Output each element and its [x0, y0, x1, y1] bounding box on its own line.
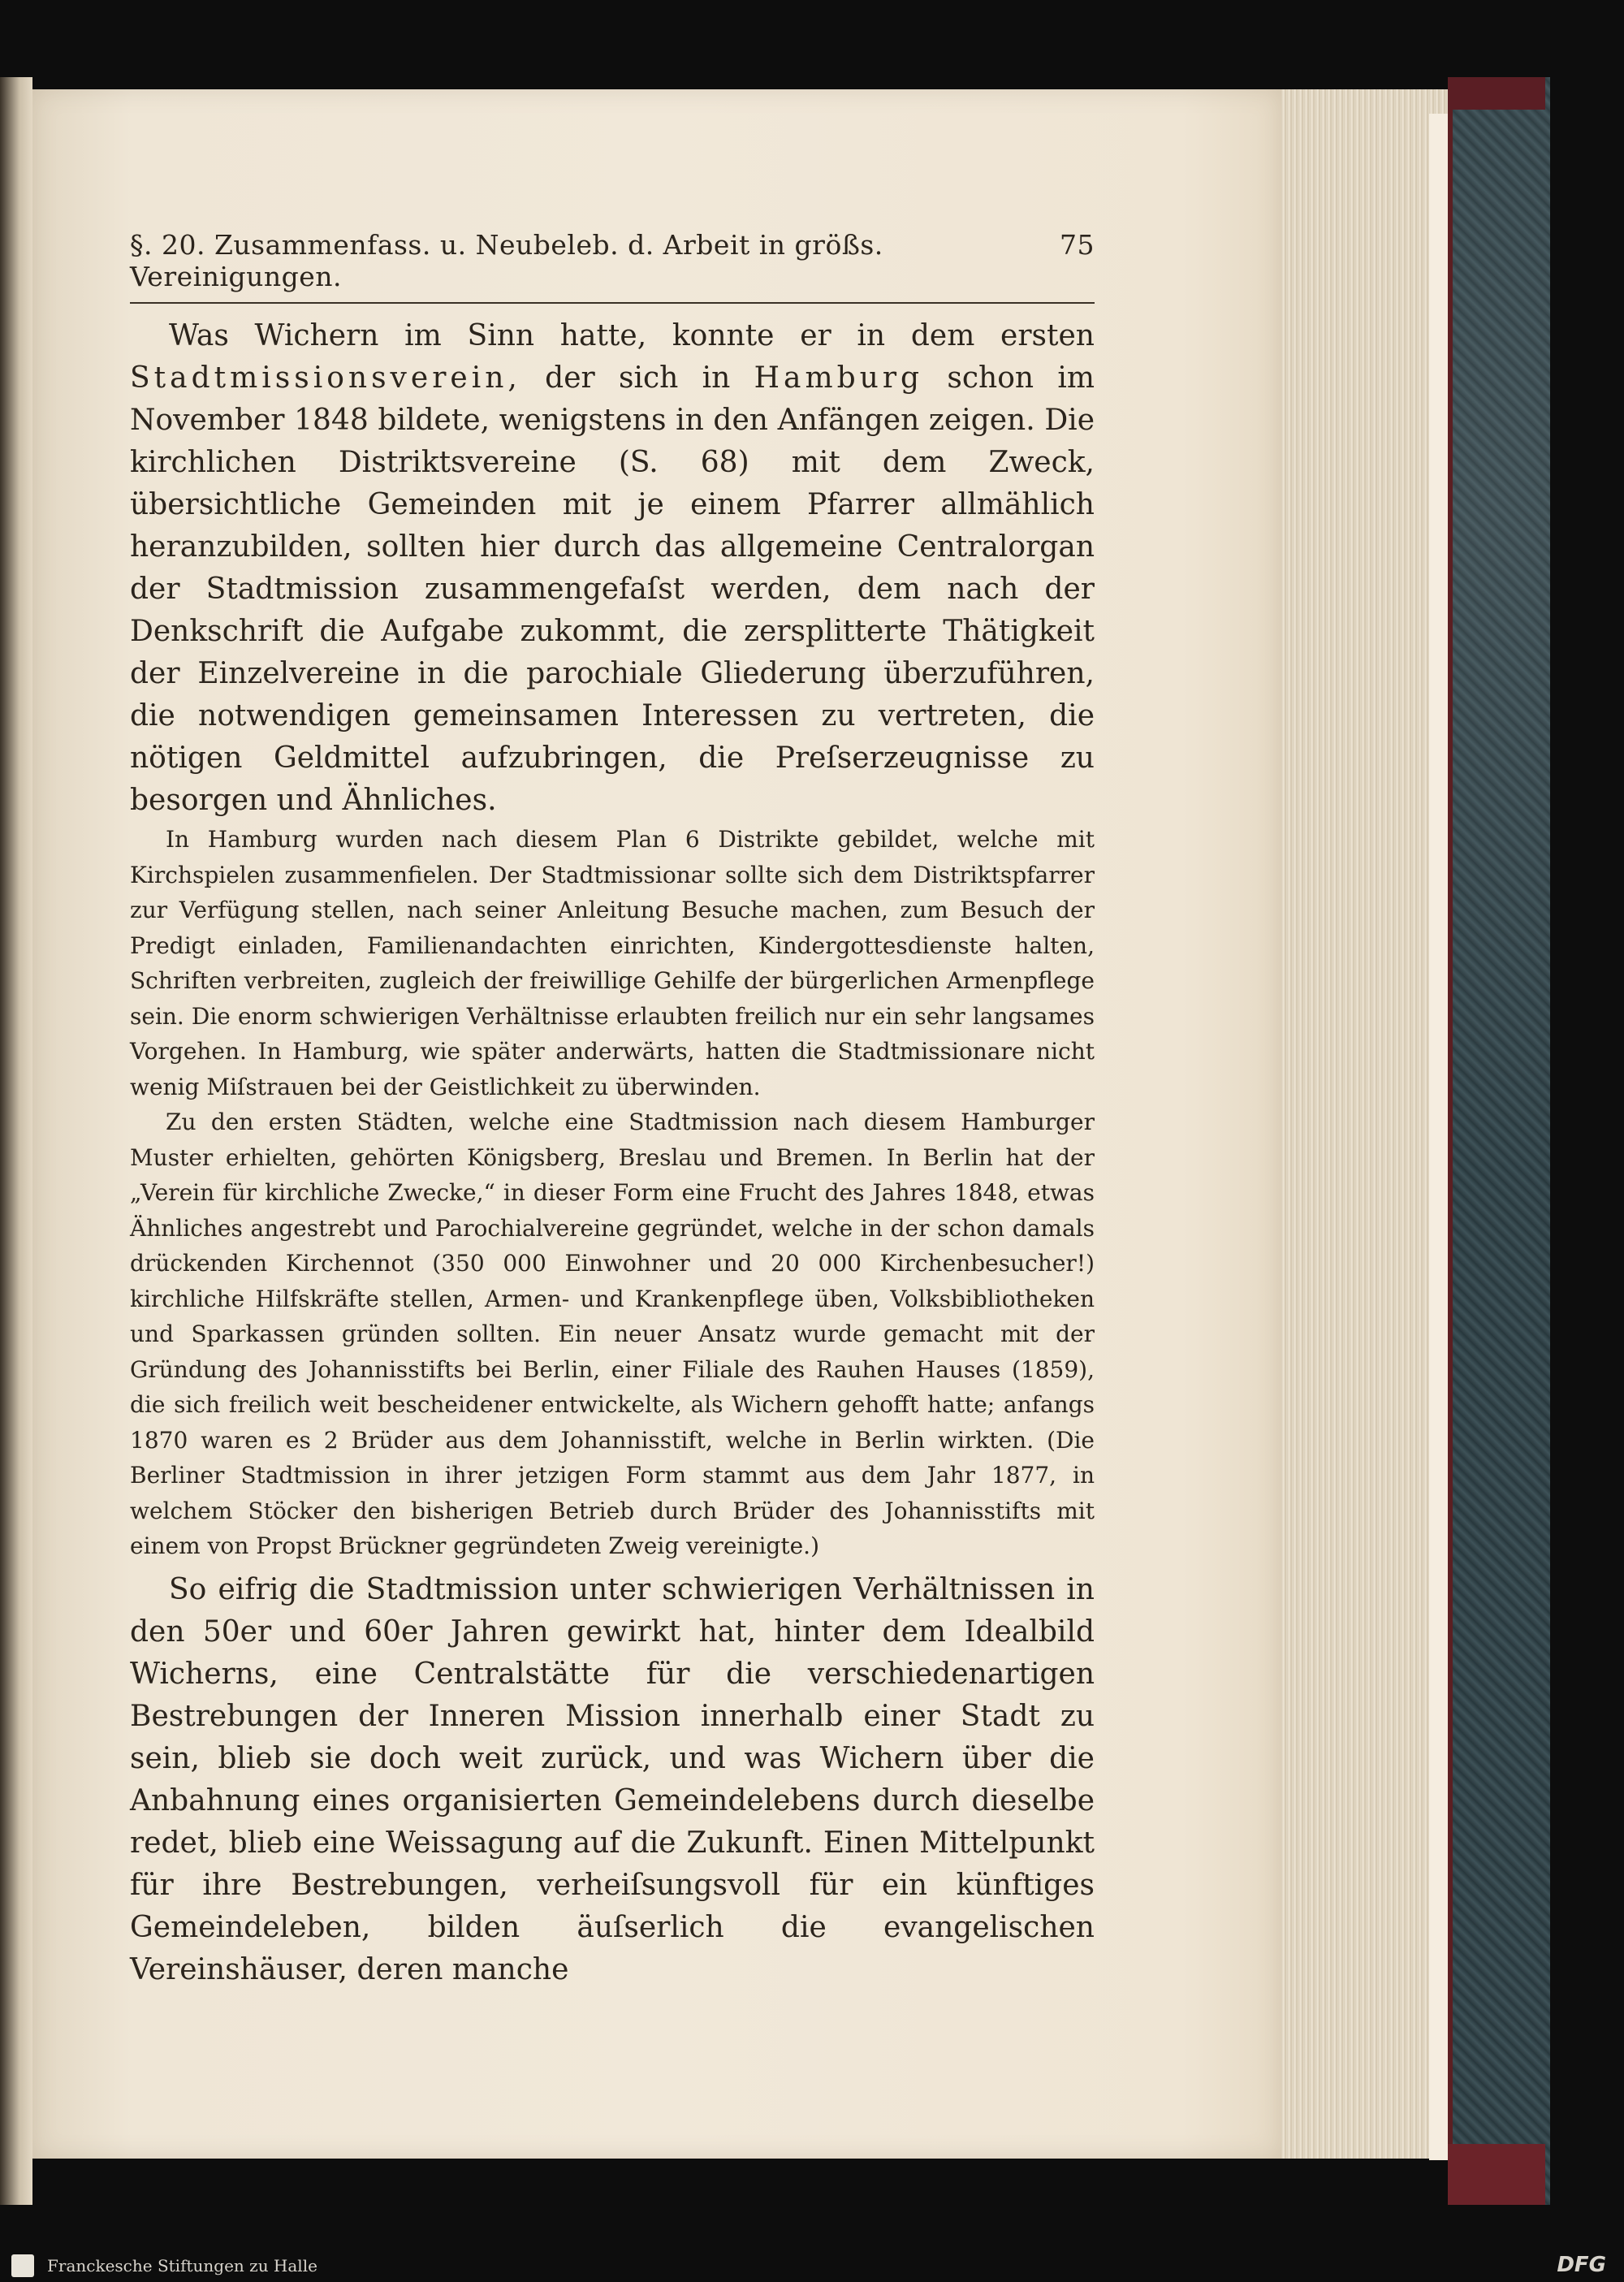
- cover-corner-top: [1448, 77, 1545, 110]
- left-page-edge: [0, 77, 32, 2205]
- cover-corner-bottom: [1448, 2144, 1545, 2205]
- paragraph-1-text-a: Was Wichern im Sinn hatte, konnte er in dem ersten: [169, 319, 1095, 352]
- page-text: [130, 229, 1095, 1991]
- paragraph-1-text-c: schon im November 1848 bildete, wenigstens in den Anfängen zeigen. Die kirchlichen Distriktsvereine (S. 68) mit dem Zweck, übersichtliche Gemeinden mit je einem Pfarrer allmählich heranzubilden, sollten hier durch das allgemeine Centralorgan der Stadtmission zusammengefaſst werden, dem nach der Denkschrift die Aufgabe zukommt, die zersplitterte Thätigkeit der Einzelvereine in die parochiale Gliederung überzuführen, die notwendigen gemeinsamen Interessen zu vertreten, die nötigen Geldmittel aufzubringen, die Preſserzeugnisse zu besorgen und Ähnliches.: [130, 361, 1095, 817]
- book-cover: [1448, 77, 1550, 2205]
- section-title: §. 20. Zusammenfass. u. Neubeleb. d. Arbeit in größs. Vereinigungen.: [130, 229, 883, 292]
- paragraph-4: So eifrig die Stadtmission unter schwierigen Verhältnissen in den 50er und 60er Jahren gewirkt hat, hinter dem Idealbild Wicherns, eine Centralstätte für die verschiedenartigen Bestrebungen der Inneren Mission innerhalb einer Stadt zu sein, blieb sie doch weit zurück, und was Wichern über die Anbahnung eines organisierten Gemeindelebens durch dieselbe redet, blieb eine Weissagung auf die Zukunft. Einen Mittelpunkt für ihre Bestrebungen, verheiſsungsvoll für ein künftiges Gemeindeleben, bilden äuſserlich die evangelischen Vereinshäuser, deren manche: [130, 1572, 1095, 1986]
- emphasis-hamburg: Hamburg: [754, 361, 924, 395]
- footer-bar: [0, 2250, 1624, 2282]
- paragraph-1-text-b: der sich in: [520, 361, 754, 395]
- page-number: 75: [1060, 229, 1095, 261]
- francke-foundation-logo-icon: [11, 2254, 34, 2277]
- emphasis-stadtmissionsverein: Stadtmissionsverein,: [130, 361, 521, 395]
- paragraph-3: Zu den ersten Städten, welche eine Stadtmission nach diesem Hamburger Muster erhielten, gehörten Königsberg, Breslau und Bremen. In Berlin hat der „Verein für kirchliche Zwecke,“ in dieser Form eine Frucht des Jahres 1848, etwas Ähnliches angestrebt und Parochialvereine gegründet, welche in der schon damals drückenden Kirchennot (350 000 Einwohner und 20 000 Kirchenbesucher!) kirchliche Hilfskräfte stellen, Armen- und Krankenpflege üben, Volksbibliotheken und Sparkassen gründen sollten. Ein neuer Ansatz wurde gemacht mit der Gründung des Johannisstifts bei Berlin, einer Filiale des Rauhen Hauses (1859), die sich freilich weit bescheidener entwickelte, als Wichern gehofft hatte; anfangs 1870 waren es 2 Brüder aus dem Johannisstift, welche in Berlin wirkten. (Die Berliner Stadtmission in ihrer jetzigen Form stammt aus dem Jahr 1877, in welchem Stöcker den bisherigen Betrieb durch Brüder des Johannisstifts mit einem von Propst Brückner gegründeten Zweig vereinigte.): [130, 1109, 1095, 1559]
- paragraph-1: [130, 315, 1095, 822]
- page-stack-edge: [1281, 89, 1448, 2159]
- paragraph-2: In Hamburg wurden nach diesem Plan 6 Distrikte gebildet, welche mit Kirchspielen zusammenfielen. Der Stadtmissionar sollte sich dem Distriktspfarrer zur Verfügung stellen, nach seiner Anleitung Besuche machen, zum Besuch der Predigt einladen, Familienandachten einrichten, Kindergottesdienste halten, Schriften verbreiten, zugleich der freiwillige Gehilfe der bürgerlichen Armenpflege sein. Die enorm schwierigen Verhältnisse erlaubten freilich nur ein sehr langsames Vorgehen. In Hamburg, wie später anderwärts, hatten die Stadtmissionare nicht wenig Miſstrauen bei der Geistlichkeit zu überwinden.: [130, 826, 1095, 1100]
- institution-label: Franckesche Stiftungen zu Halle: [47, 2256, 317, 2276]
- running-head: [130, 229, 1095, 304]
- dfg-logo: DFG: [1557, 2253, 1606, 2277]
